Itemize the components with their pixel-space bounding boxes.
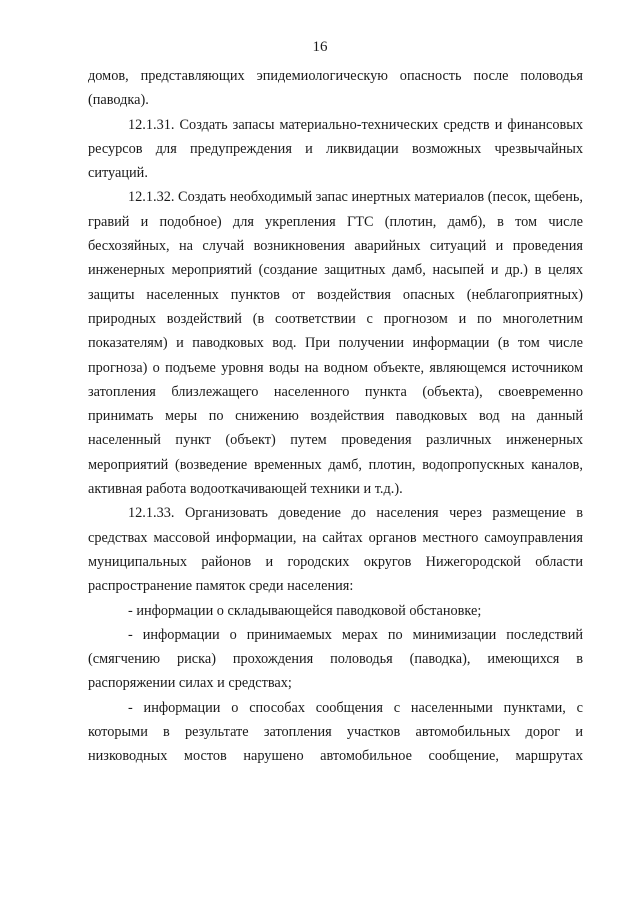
page-number: 16 bbox=[312, 39, 328, 55]
paragraph-12-1-33: 12.1.33. Организовать доведение до населения через размещение в средствах массовой информации, на сайтах органов местного самоуправления муниципальных районов и городских округов Нижегородской области распространение памяток среди населения: bbox=[88, 505, 583, 595]
page-body bbox=[88, 64, 583, 769]
paragraph-12-1-32: 12.1.32. Создать необходимый запас инертных материалов (песок, щебень, гравий и подобное) для укрепления ГТС (плотин, дамб), в том числе бесхозяйных, на случай возникновения аварийных ситуаций и проведения инженерных мероприятий (создание защитных дамб, насыпей и др.) в целях защиты населенных пунктов от воздействия опасных (неблагоприятных) природных воздействий (в соответствии с прогнозом и по многолетним показателям) и паводковых вод. При получении информации (в том числе прогноза) о подъеме уровня воды на водном объекте, являющемся источником затопления близлежащего населенного пункта (объекта), своевременно принимать меры по снижению воздействия паводковых вод на данный населенный пункт (объект) путем проведения различных инженерных мероприятий (возведение временных дамб, плотин, водопропускных каналов, активная работа водооткачивающей техники и т.д.). bbox=[88, 189, 583, 498]
paragraph-continuation: домов, представляющих эпидемиологическую опасность после половодья (паводка). bbox=[88, 68, 583, 109]
list-item-flood-situation: - информации о складывающейся паводковой обстановке; bbox=[128, 602, 482, 619]
list-item-communication: - информации о способах сообщения с населенными пунктами, с которыми в результате затопления участков автомобильных дорог и низководных мостов нарушено автомобильное сообщение, маршрутах bbox=[88, 699, 583, 765]
paragraph-12-1-31: 12.1.31. Создать запасы материально-технических средств и финансовых ресурсов для предупреждения и ликвидации возможных чрезвычайных ситуаций. bbox=[88, 116, 583, 182]
list-item-measures: - информации о принимаемых мерах по минимизации последствий (смягчению риска) прохождения половодья (паводка), имеющихся в распоряжении силах и средствах; bbox=[88, 626, 583, 692]
